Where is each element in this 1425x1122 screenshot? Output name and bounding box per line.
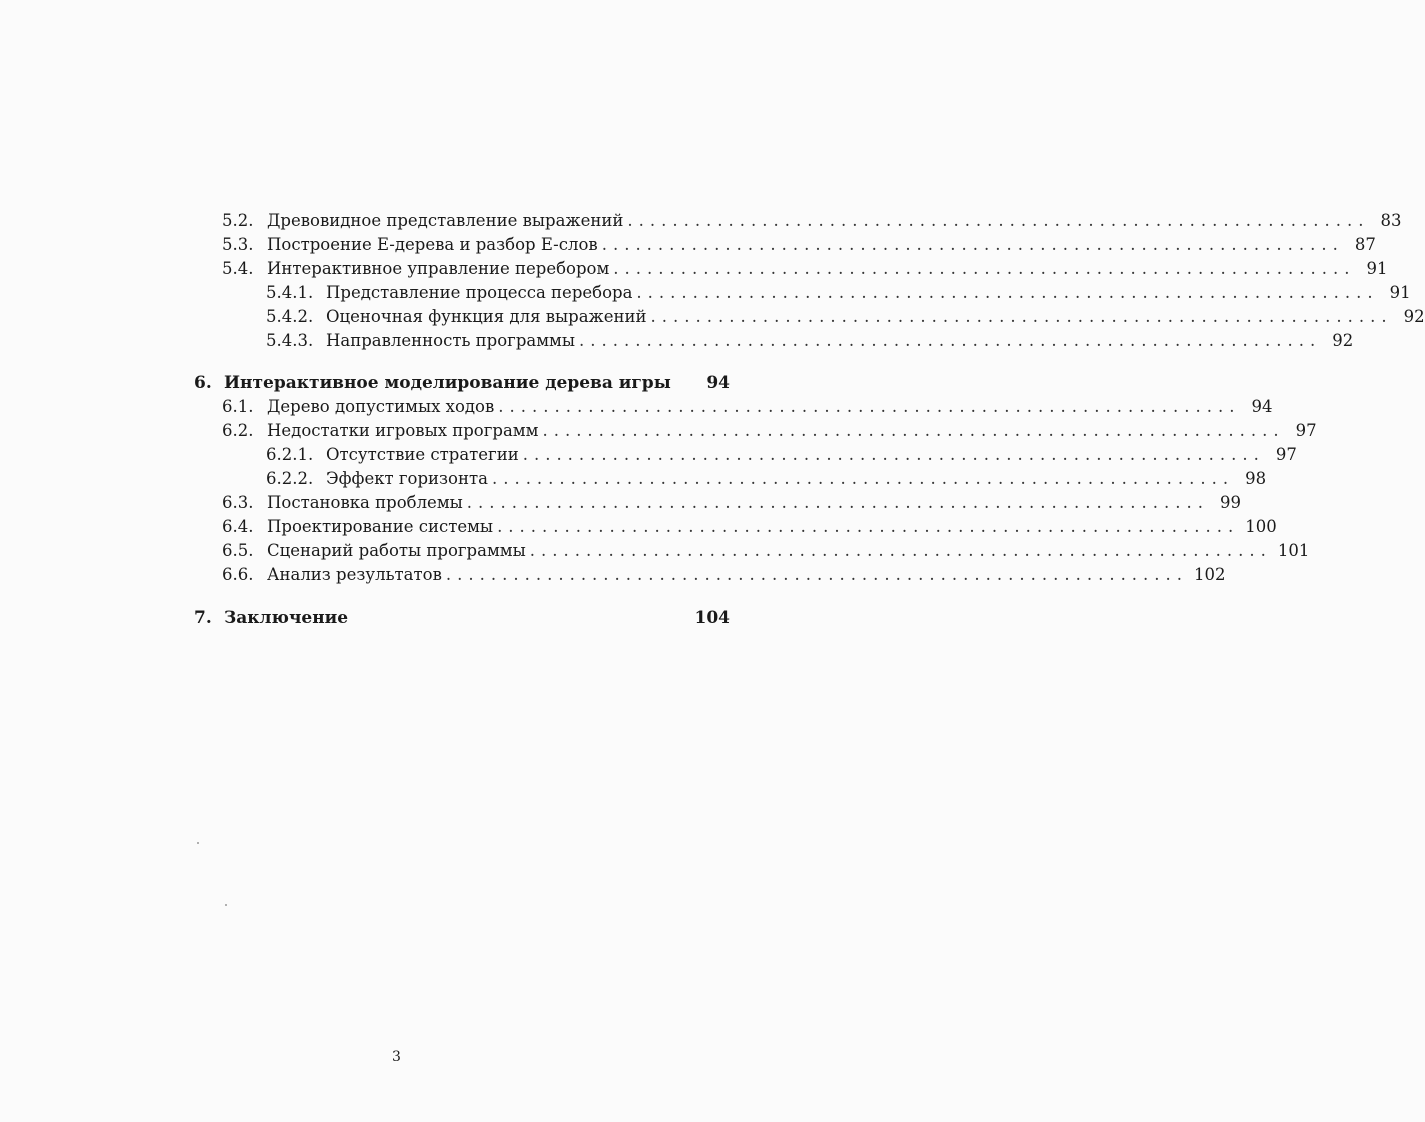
- toc-chapter-6: [194, 372, 730, 394]
- toc-page: 104: [694, 608, 730, 628]
- toc-page: 102: [1194, 565, 1226, 584]
- toc-number: 5.4.: [222, 259, 254, 278]
- scan-speck: [225, 904, 227, 906]
- toc-entry-6-2-2: [266, 468, 1267, 490]
- toc-number: 5.4.3.: [266, 331, 314, 350]
- toc-entry-5-4: [222, 258, 1388, 280]
- dot-leader: ..................................................................: [522, 445, 1265, 464]
- toc-page: 92: [1332, 331, 1354, 350]
- toc-title: Интерактивное управление перебором: [267, 259, 610, 278]
- toc-title: Заключение: [224, 608, 349, 628]
- dot-leader: ..................................................................: [466, 493, 1209, 512]
- toc-number: 5.4.2.: [266, 307, 314, 326]
- toc-number: 6.1.: [222, 397, 254, 416]
- dot-leader: ..................................................................: [650, 307, 1393, 326]
- toc-entry-6-2: [222, 420, 1317, 442]
- dot-leader: ..................................................................: [579, 331, 1322, 350]
- toc-number: 7.: [194, 608, 212, 628]
- toc-entry-5-4-3: [266, 330, 1354, 352]
- toc-entry-6-6: [222, 564, 1226, 586]
- toc-entry-6-3: [222, 492, 1241, 514]
- toc-number: 6.2.1.: [266, 445, 314, 464]
- toc-entry-5-3: [222, 234, 1376, 256]
- toc-page: 99: [1219, 493, 1241, 512]
- toc-title: Эффект горизонта: [326, 469, 488, 488]
- toc-number: 6.3.: [222, 493, 254, 512]
- toc-title: Проектирование системы: [267, 517, 494, 536]
- toc-title: Постановка проблемы: [267, 493, 463, 512]
- toc-entry-5-4-1: [266, 282, 1411, 304]
- toc-page: 92: [1403, 307, 1425, 326]
- toc-title: Древовидное представление выражений: [267, 211, 624, 230]
- scan-speck: [197, 842, 199, 844]
- toc-title: Интерактивное моделирование дерева игры: [224, 373, 671, 393]
- toc-chapter-7: [194, 607, 730, 629]
- dot-leader: ..................................................................: [601, 235, 1344, 254]
- toc-entry-5-4-2: [266, 306, 1425, 328]
- toc-entry-5-2: [222, 210, 1402, 232]
- toc-title: Направленность программы: [326, 331, 576, 350]
- toc-title: Построение E-дерева и разбор E-слов: [267, 235, 598, 254]
- page-number: 3: [392, 1049, 401, 1065]
- toc-page: 91: [1389, 283, 1411, 302]
- dot-leader: ..................................................................: [491, 469, 1235, 488]
- toc-title: Недостатки игровых программ: [267, 421, 539, 440]
- dot-leader: ..................................................................: [542, 421, 1285, 440]
- toc-entry-6-5: [222, 540, 1310, 562]
- toc-page: 87: [1354, 235, 1376, 254]
- toc-number: 5.3.: [222, 235, 254, 254]
- toc-page: 83: [1380, 211, 1402, 230]
- dot-leader: ..................................................................: [627, 211, 1370, 230]
- toc-page: 94: [1251, 397, 1273, 416]
- toc-page: 100: [1245, 517, 1277, 536]
- toc-number: 6.2.: [222, 421, 254, 440]
- toc-title: Анализ результатов: [267, 565, 442, 584]
- dot-leader: ..................................................................: [529, 541, 1272, 560]
- dot-leader: ..................................................................: [498, 397, 1241, 416]
- toc-number: 6.: [194, 373, 212, 393]
- toc-title: Дерево допустимых ходов: [267, 397, 495, 416]
- toc-page: 97: [1295, 421, 1317, 440]
- toc-title: Представление процесса перебора: [326, 283, 633, 302]
- toc-page: 101: [1277, 541, 1310, 560]
- toc-number: 6.2.2.: [266, 469, 314, 488]
- toc-entry-6-2-1: [266, 444, 1297, 466]
- toc-page: 97: [1275, 445, 1297, 464]
- toc-number: 6.4.: [222, 517, 254, 536]
- toc-title: Сценарий работы программы: [267, 541, 526, 560]
- toc-page: 94: [706, 373, 730, 393]
- dot-leader: ..................................................................: [445, 565, 1189, 584]
- toc-entry-6-1: [222, 396, 1273, 418]
- toc-page: 91: [1366, 259, 1388, 278]
- toc-number: 6.6.: [222, 565, 254, 584]
- toc-number: 5.2.: [222, 211, 254, 230]
- toc-entry-6-4: [222, 516, 1277, 538]
- toc-title: Отсутствие стратегии: [326, 445, 519, 464]
- dot-leader: ..................................................................: [636, 283, 1379, 302]
- dot-leader: ..................................................................: [497, 517, 1240, 536]
- dot-leader: ..................................................................: [613, 259, 1356, 278]
- toc-page: 98: [1245, 469, 1267, 488]
- toc-title: Оценочная функция для выражений: [326, 307, 647, 326]
- toc-number: 6.5.: [222, 541, 254, 560]
- toc-number: 5.4.1.: [266, 283, 314, 302]
